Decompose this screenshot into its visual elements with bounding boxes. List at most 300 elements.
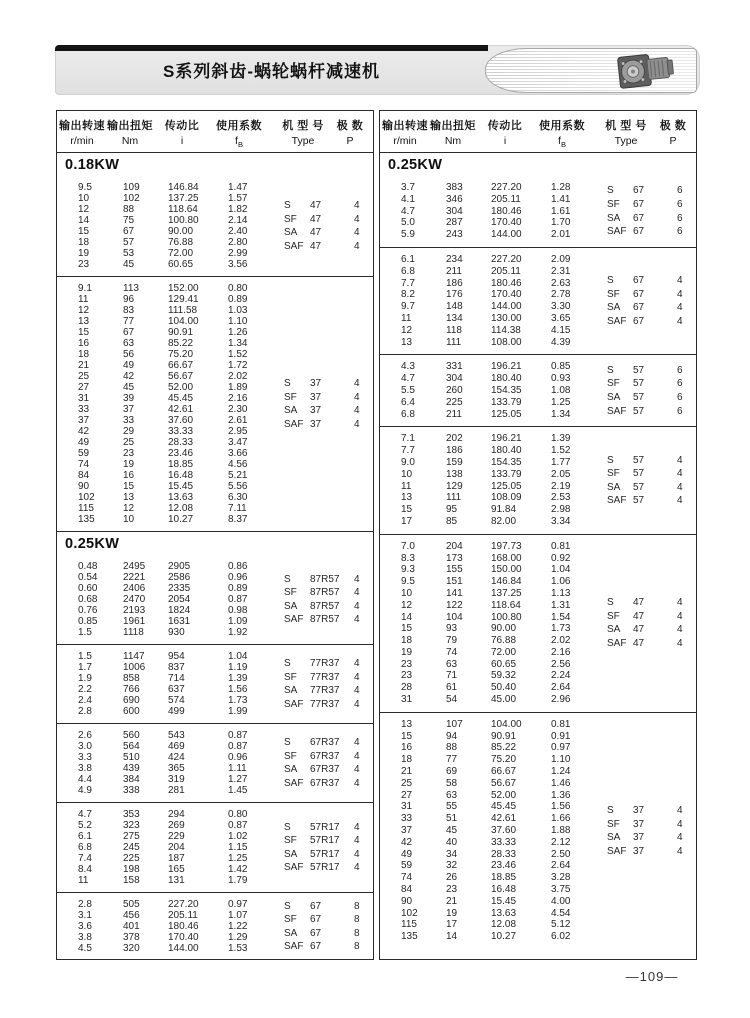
cell-service-factor: 2.98 xyxy=(551,504,571,516)
cell-speed: 4.7 xyxy=(401,205,415,217)
cell-torque: 113 xyxy=(123,283,139,294)
cell-torque: 211 xyxy=(446,265,462,277)
cell-service-factor: 1.46 xyxy=(551,777,571,789)
cell-ratio: 90.00 xyxy=(168,226,194,237)
pole-count: 8 xyxy=(354,941,360,953)
cell-service-factor: 3.66 xyxy=(228,448,248,459)
cell-speed: 7.4 xyxy=(78,853,92,864)
cell-service-factor: 2.09 xyxy=(551,253,571,265)
cell-torque: 17 xyxy=(446,919,458,931)
cell-ratio: 125.05 xyxy=(491,408,522,420)
type-size: 57 xyxy=(633,481,645,493)
cell-service-factor: 6.02 xyxy=(551,931,571,943)
cell-speed: 28 xyxy=(401,682,413,694)
pole-count: 4 xyxy=(354,199,360,211)
table-row xyxy=(401,694,696,706)
type-size: 37 xyxy=(310,377,322,389)
cell-service-factor: 4.39 xyxy=(551,336,571,348)
table-row xyxy=(78,503,373,514)
cell-service-factor: 2.40 xyxy=(228,226,248,237)
power-section-title: 0.25KW xyxy=(65,536,120,552)
cell-ratio: 12.08 xyxy=(168,503,194,514)
type-prefix: SA xyxy=(284,227,298,238)
type-row xyxy=(284,240,370,254)
type-size: 57R17 xyxy=(310,848,340,860)
column-header-unit: $f_B$ xyxy=(558,135,566,150)
cell-torque: 198 xyxy=(123,864,140,875)
cell-ratio: 2905 xyxy=(168,561,191,572)
cell-service-factor: 2.64 xyxy=(551,860,571,872)
cell-speed: 0.60 xyxy=(78,583,98,594)
cell-service-factor: 1.34 xyxy=(551,408,571,420)
cell-ratio: 365 xyxy=(168,763,185,774)
type-row xyxy=(607,225,693,239)
cell-service-factor: 3.28 xyxy=(551,872,571,884)
cell-service-factor: 2.64 xyxy=(551,682,571,694)
type-prefix: S xyxy=(607,454,614,466)
pole-count: 6 xyxy=(677,391,683,403)
table-row xyxy=(78,492,373,503)
type-list xyxy=(607,274,693,328)
cell-torque: 384 xyxy=(123,774,140,785)
cell-service-factor: 1.77 xyxy=(551,456,571,468)
cell-ratio: 75.20 xyxy=(168,349,194,360)
type-row xyxy=(284,777,370,791)
cell-ratio: 424 xyxy=(168,752,185,763)
cell-torque: 109 xyxy=(123,182,140,193)
type-row xyxy=(284,913,370,927)
cell-torque: 74 xyxy=(446,646,458,658)
cell-speed: 19 xyxy=(78,248,90,259)
table-row xyxy=(401,884,696,896)
table-row xyxy=(401,254,696,266)
cell-service-factor: 1.47 xyxy=(228,182,248,193)
column-header-torque xyxy=(430,117,476,147)
type-list xyxy=(284,572,370,626)
cell-torque: 158 xyxy=(123,875,140,886)
cell-speed: 84 xyxy=(401,884,413,896)
column-header-poles xyxy=(660,117,687,147)
type-prefix: SAF xyxy=(284,777,304,789)
cell-ratio: 146.84 xyxy=(491,576,522,588)
type-list xyxy=(284,377,370,431)
cell-speed: 3.7 xyxy=(401,182,415,193)
cell-torque: 93 xyxy=(446,623,458,635)
cell-torque: 564 xyxy=(123,741,140,752)
column-header-ratio xyxy=(488,117,523,147)
cell-speed: 15 xyxy=(401,623,413,635)
column-header-label: 机 型 号 xyxy=(605,120,647,132)
cell-speed: 10 xyxy=(401,468,413,480)
cell-torque: 55 xyxy=(446,801,458,813)
cell-ratio: 146.84 xyxy=(168,182,199,193)
cell-ratio: 129.41 xyxy=(168,294,199,305)
cell-service-factor: 1.24 xyxy=(551,766,571,778)
cell-ratio: 205.11 xyxy=(168,910,198,921)
cell-ratio: 60.65 xyxy=(168,259,194,270)
table-row xyxy=(401,872,696,884)
cell-torque: 186 xyxy=(446,277,463,289)
cell-torque: 51 xyxy=(446,813,458,825)
type-size: 57 xyxy=(633,495,645,507)
cell-torque: 159 xyxy=(446,456,463,468)
type-size: 67 xyxy=(633,274,645,286)
table-row xyxy=(401,553,696,565)
type-size: 77R37 xyxy=(310,698,340,710)
table-row xyxy=(401,766,696,778)
cell-speed: 84 xyxy=(78,470,90,481)
cell-ratio: 10.27 xyxy=(491,931,517,943)
cell-torque: 287 xyxy=(446,217,463,229)
cell-torque: 34 xyxy=(446,848,458,860)
cell-ratio: 137.25 xyxy=(491,587,522,599)
cell-speed: 4.7 xyxy=(78,809,92,820)
type-row xyxy=(284,613,370,627)
type-row xyxy=(607,274,693,288)
cell-torque: 42 xyxy=(123,371,135,382)
data-block xyxy=(57,277,373,532)
cell-ratio: 72.00 xyxy=(491,646,517,658)
cell-speed: 49 xyxy=(401,848,413,860)
type-size: 47 xyxy=(633,637,645,649)
type-size: 87R57 xyxy=(310,600,340,612)
table-row xyxy=(78,316,373,327)
type-prefix: SA xyxy=(607,481,621,493)
cell-speed: 3.8 xyxy=(78,763,92,774)
type-prefix: SAF xyxy=(284,941,304,953)
cell-service-factor: 0.87 xyxy=(228,741,248,752)
cell-torque: 346 xyxy=(446,193,463,205)
type-size: 67 xyxy=(310,900,322,912)
cell-ratio: 85.22 xyxy=(491,742,517,754)
table-row xyxy=(401,754,696,766)
cell-torque: 176 xyxy=(446,289,463,301)
type-list xyxy=(607,364,693,418)
cell-speed: 4.9 xyxy=(78,785,92,796)
cell-torque: 23 xyxy=(123,448,135,459)
cell-speed: 59 xyxy=(401,860,413,872)
cell-torque: 49 xyxy=(123,360,135,371)
pole-count: 6 xyxy=(677,364,683,376)
cell-torque: 67 xyxy=(123,226,135,237)
cell-speed: 13 xyxy=(401,336,413,348)
cell-speed: 10 xyxy=(78,193,90,204)
cell-speed: 14 xyxy=(78,215,90,226)
pole-count: 4 xyxy=(677,454,683,466)
cell-ratio: 204 xyxy=(168,842,185,853)
table-row xyxy=(78,360,373,371)
cell-ratio: 1824 xyxy=(168,605,191,616)
cell-ratio: 574 xyxy=(168,695,185,706)
table-left-body xyxy=(57,153,373,960)
cell-torque: 77 xyxy=(446,754,458,766)
cell-ratio: 52.00 xyxy=(491,789,517,801)
cell-service-factor: 0.87 xyxy=(228,820,248,831)
cell-speed: 102 xyxy=(401,907,418,919)
data-block xyxy=(380,535,696,713)
cell-ratio: 28.33 xyxy=(491,848,517,860)
type-size: 57 xyxy=(633,454,645,466)
table-row xyxy=(78,294,373,305)
cell-service-factor: 1.39 xyxy=(228,673,248,684)
type-size: 67 xyxy=(633,226,645,238)
cell-torque: 2221 xyxy=(123,572,146,583)
cell-service-factor: 1.45 xyxy=(228,785,248,796)
cell-speed: 23 xyxy=(401,670,413,682)
type-size: 47 xyxy=(310,213,322,225)
cell-speed: 4.1 xyxy=(401,193,415,205)
cell-ratio: 18.85 xyxy=(168,459,194,470)
cell-torque: 57 xyxy=(123,237,135,248)
cell-torque: 21 xyxy=(446,895,458,907)
type-size: 67R37 xyxy=(310,777,340,789)
cell-service-factor: 1.06 xyxy=(551,576,571,588)
pole-count: 4 xyxy=(354,764,360,775)
type-row xyxy=(607,804,693,818)
cell-ratio: 23.46 xyxy=(168,448,194,459)
column-header-label: 输出扭矩 xyxy=(107,120,153,132)
cell-speed: 11 xyxy=(401,480,412,492)
cell-service-factor: 1.54 xyxy=(551,611,571,623)
table-row xyxy=(401,433,696,445)
table-row xyxy=(401,931,696,943)
table-row xyxy=(78,305,373,316)
cell-speed: 6.8 xyxy=(401,265,415,277)
data-block xyxy=(380,176,696,248)
column-header-unit: r/min xyxy=(393,135,417,147)
cell-ratio: 82.00 xyxy=(491,515,517,527)
cell-service-factor: 1.52 xyxy=(228,349,248,360)
table-row xyxy=(78,809,373,820)
cell-service-factor: 1.08 xyxy=(551,384,571,396)
cell-ratio: 469 xyxy=(168,741,185,752)
cell-speed: 7.0 xyxy=(401,540,415,552)
pole-count: 4 xyxy=(354,750,360,762)
cell-torque: 95 xyxy=(446,504,458,516)
column-header-label: 输出转速 xyxy=(59,120,105,132)
cell-ratio: 42.61 xyxy=(168,404,194,415)
cell-service-factor: 1.25 xyxy=(551,396,571,408)
type-size: 57 xyxy=(633,467,645,479)
cell-torque: 320 xyxy=(123,943,140,954)
cell-speed: 0.54 xyxy=(78,572,98,583)
type-row xyxy=(607,817,693,831)
type-prefix: S xyxy=(284,377,291,389)
cell-torque: 134 xyxy=(446,312,463,324)
pole-count: 4 xyxy=(354,821,360,833)
table-row xyxy=(401,337,696,349)
cell-ratio: 100.80 xyxy=(168,215,199,226)
cell-speed: 13 xyxy=(401,492,413,504)
type-size: 47 xyxy=(633,624,645,636)
cell-torque: 323 xyxy=(123,820,140,831)
cell-ratio: 66.67 xyxy=(491,766,517,778)
table-row xyxy=(78,481,373,492)
pole-count: 8 xyxy=(354,913,360,925)
cell-torque: 766 xyxy=(123,684,140,695)
cell-torque: 155 xyxy=(446,564,463,576)
cell-ratio: 133.79 xyxy=(491,468,522,480)
cell-ratio: 144.00 xyxy=(168,943,199,954)
cell-speed: 9.1 xyxy=(78,283,92,294)
cell-ratio: 37.60 xyxy=(168,415,194,426)
type-size: 67 xyxy=(633,315,645,327)
cell-torque: 401 xyxy=(123,921,140,932)
cell-service-factor: 1.11 xyxy=(228,763,247,774)
cell-ratio: 152.00 xyxy=(168,283,199,294)
type-prefix: SF xyxy=(607,198,620,210)
column-header-label: 传动比 xyxy=(487,120,523,132)
cell-service-factor: 2.63 xyxy=(551,277,571,289)
cell-service-factor: 1.31 xyxy=(551,599,571,611)
type-row xyxy=(607,364,693,378)
cell-speed: 37 xyxy=(78,415,90,426)
cell-ratio: 16.48 xyxy=(168,470,194,481)
pole-count: 4 xyxy=(354,418,360,430)
cell-speed: 6.1 xyxy=(78,831,92,842)
cell-speed: 17 xyxy=(401,515,413,527)
cell-ratio: 104.00 xyxy=(168,316,199,327)
type-prefix: SAF xyxy=(284,698,304,710)
cell-speed: 9.3 xyxy=(401,564,415,576)
cell-ratio: 137.25 xyxy=(168,193,199,204)
pole-count: 4 xyxy=(677,804,683,816)
cell-torque: 129 xyxy=(446,480,463,492)
type-row xyxy=(607,315,693,329)
type-prefix: S xyxy=(284,736,291,748)
cell-torque: 56 xyxy=(123,349,135,360)
cell-ratio: 12.08 xyxy=(491,919,517,931)
type-row xyxy=(607,391,693,405)
type-size: 57R17 xyxy=(310,821,340,833)
cell-service-factor: 5.12 xyxy=(551,919,571,931)
cell-ratio: 714 xyxy=(168,673,185,684)
type-row xyxy=(284,736,370,750)
cell-torque: 225 xyxy=(446,396,463,408)
cell-ratio: 85.22 xyxy=(168,338,194,349)
cell-speed: 9.7 xyxy=(401,301,415,313)
cell-speed: 15 xyxy=(401,730,413,742)
cell-service-factor: 0.80 xyxy=(228,283,248,294)
cell-speed: 14 xyxy=(401,611,413,623)
cell-speed: 9.0 xyxy=(401,456,415,468)
cell-service-factor: 1.72 xyxy=(228,360,248,371)
cell-ratio: 76.88 xyxy=(491,635,517,647)
type-prefix: SF xyxy=(284,391,297,403)
pole-count: 6 xyxy=(677,226,683,238)
table-row xyxy=(401,742,696,754)
cell-service-factor: 0.85 xyxy=(551,361,571,373)
cell-speed: 4.7 xyxy=(401,373,415,385)
type-row xyxy=(284,899,370,913)
table-row xyxy=(401,541,696,553)
type-row xyxy=(284,212,370,226)
cell-ratio: 90.91 xyxy=(491,730,517,742)
cell-speed: 42 xyxy=(401,836,413,848)
cell-ratio: 15.45 xyxy=(491,895,517,907)
cell-torque: 29 xyxy=(123,426,135,437)
cell-ratio: 56.67 xyxy=(168,371,194,382)
cell-ratio: 499 xyxy=(168,706,185,717)
cell-speed: 2.8 xyxy=(78,899,92,910)
cell-ratio: 180.46 xyxy=(491,277,522,289)
cell-service-factor: 0.92 xyxy=(551,552,571,564)
type-row xyxy=(607,845,693,859)
cell-service-factor: 2.01 xyxy=(551,229,571,241)
type-prefix: SA xyxy=(284,927,298,939)
cell-speed: 7.7 xyxy=(401,445,415,457)
type-prefix: SF xyxy=(284,213,297,225)
type-prefix: SA xyxy=(607,391,621,403)
cell-service-factor: 2.16 xyxy=(551,646,571,658)
cell-ratio: 150.00 xyxy=(491,564,522,576)
cell-service-factor: 1.07 xyxy=(228,910,248,921)
cell-speed: 11 xyxy=(78,294,89,305)
column-header-type xyxy=(605,117,647,147)
type-size: 67 xyxy=(633,288,645,300)
cell-torque: 111 xyxy=(446,336,462,348)
cell-service-factor: 0.89 xyxy=(228,294,248,305)
type-size: 37 xyxy=(310,405,322,416)
cell-speed: 37 xyxy=(401,825,413,837)
cell-ratio: 170.40 xyxy=(168,932,199,943)
type-row xyxy=(284,199,370,213)
column-header-unit: Type xyxy=(291,135,315,147)
cell-ratio: 294 xyxy=(168,809,185,820)
type-row xyxy=(284,404,370,418)
cell-speed: 25 xyxy=(401,777,413,789)
cell-ratio: 42.61 xyxy=(491,813,517,825)
cell-service-factor: 2.14 xyxy=(228,215,248,226)
cell-ratio: 637 xyxy=(168,684,185,695)
cell-service-factor: 1.79 xyxy=(228,875,248,886)
cell-speed: 5.2 xyxy=(78,820,92,831)
cell-service-factor: 2.19 xyxy=(551,480,571,492)
table-row xyxy=(78,327,373,338)
table-row xyxy=(78,338,373,349)
type-size: 57R17 xyxy=(310,834,340,846)
cell-torque: 690 xyxy=(123,695,140,706)
column-header-label: 机 型 号 xyxy=(282,120,324,132)
type-size: 67R37 xyxy=(310,764,340,775)
type-prefix: SAF xyxy=(284,862,304,874)
type-row xyxy=(607,623,693,637)
type-list xyxy=(284,657,370,711)
type-prefix: SAF xyxy=(607,226,627,238)
cell-speed: 0.85 xyxy=(78,616,98,627)
column-header-label: 传动比 xyxy=(164,120,200,132)
gear-motor-icon xyxy=(606,51,680,91)
table-row xyxy=(78,283,373,294)
cell-service-factor: 0.87 xyxy=(228,594,248,605)
cell-service-factor: 1.25 xyxy=(228,853,248,864)
cell-torque: 439 xyxy=(123,763,140,774)
cell-torque: 96 xyxy=(123,294,135,305)
type-row xyxy=(607,288,693,302)
cell-service-factor: 0.96 xyxy=(228,752,248,763)
pole-count: 4 xyxy=(354,227,360,238)
cell-torque: 16 xyxy=(123,470,135,481)
cell-speed: 12 xyxy=(401,324,413,336)
type-size: 67 xyxy=(633,185,645,197)
type-prefix: S xyxy=(607,364,614,376)
type-prefix: SF xyxy=(607,818,620,830)
type-row xyxy=(607,198,693,212)
cell-torque: 23 xyxy=(446,884,458,896)
column-header-label: 使用系数 xyxy=(216,120,262,132)
type-prefix: SA xyxy=(284,848,298,860)
cell-torque: 67 xyxy=(123,327,135,338)
